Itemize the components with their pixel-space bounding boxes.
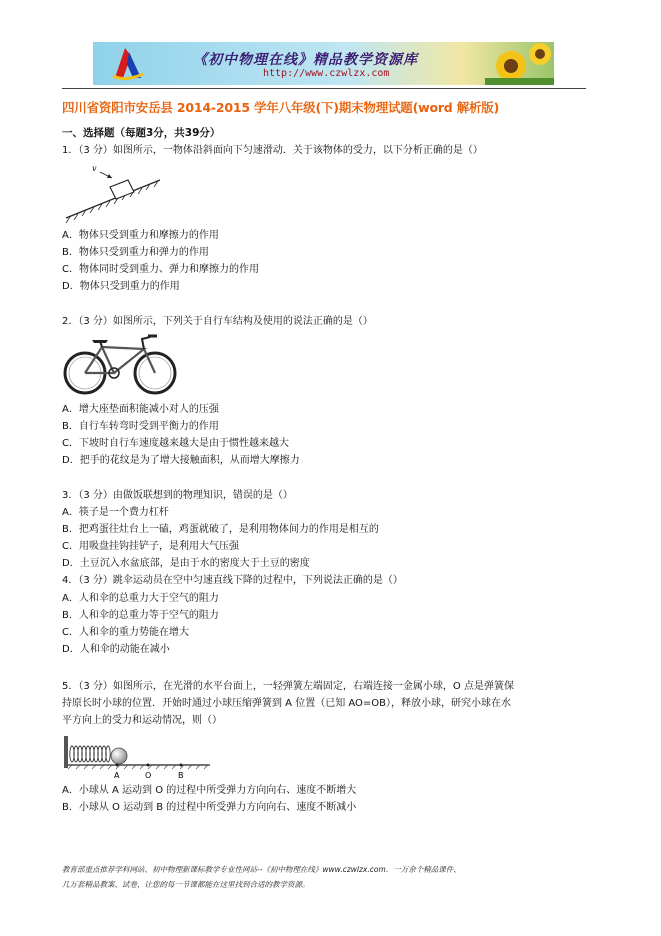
question-4-option-c[interactable]: C．人和伞的重力势能在增大	[62, 627, 189, 638]
document-title: 四川省资阳市安岳县 2014-2015 学年八年级(下)期末物理试题(word 解析版)	[62, 100, 500, 115]
question-1-stem: 1．（3 分）如图所示，一物体沿斜面向下匀速滑动．关于该物体的受力，以下分析正确的是（）	[62, 145, 483, 156]
question-5-option-b[interactable]: B．小球从 O 运动到 B 的过程中所受弹力方向向右、速度不断减小	[62, 802, 357, 813]
label-o: O	[145, 771, 152, 780]
question-2-option-c[interactable]: C．下坡时自行车速度越来越大是由于惯性越来越大	[62, 438, 289, 449]
header-banner	[93, 42, 554, 85]
footer-line-1: 教育部重点推荐学科网站、初中物理新课标教学专业性网站--《初中物理在线》www.czwlzx.com．一万余个精品课件、	[62, 865, 461, 874]
metal-ball	[111, 748, 127, 764]
question-2-option-d[interactable]: D．把手的花纹是为了增大接触面积，从而增大摩擦力	[62, 455, 300, 466]
question-4-stem: 4．（3 分）跳伞运动员在空中匀速直线下降的过程中，下列说法正确的是（）	[62, 575, 403, 586]
question-2-option-a[interactable]: A．增大座垫面积能减小对人的压强	[62, 404, 219, 415]
question-1-option-c[interactable]: C．物体同时受到重力、弹力和摩擦力的作用	[62, 264, 259, 275]
question-1-option-b[interactable]: B．物体只受到重力和弹力的作用	[62, 247, 209, 258]
saddle-icon	[92, 340, 108, 343]
banner-url[interactable]: http://www.czwlzx.com	[263, 68, 390, 79]
figure-bicycle	[62, 333, 180, 397]
label-b: B	[178, 771, 184, 780]
section-heading: 一、选择题（每题3分，共39分）	[62, 127, 221, 139]
velocity-arrow-icon	[100, 172, 112, 178]
banner-title: 《初中物理在线》精品教学资源库	[193, 52, 418, 68]
header-divider	[62, 88, 586, 89]
page-footer	[62, 862, 602, 892]
question-2-stem: 2．（3 分）如图所示，下列关于自行车结构及使用的说法正确的是（）	[62, 316, 373, 327]
question-3-stem: 3．（3 分）由做饭联想到的物理知识，错误的是（）	[62, 490, 293, 501]
question-3-option-d[interactable]: D．土豆沉入水盆底部，是由于水的密度大于土豆的密度	[62, 558, 310, 569]
label-a: A	[114, 771, 120, 780]
footer-line-2: 几万套精品教案、试卷，让您的每一节课都能在这里找到合适的教学资源。	[62, 880, 310, 889]
question-5-stem-line-1: 5．（3 分）如图所示，在光滑的水平台面上，一轻弹簧左端固定，右端连接一金属小球，O 点是弹簧保	[62, 681, 514, 692]
question-5-stem-line-2: 持原长时小球的位置．开始时通过小球压缩弹簧到 A 位置（已知 AO=OB），释放小球，研究小球在水	[62, 698, 512, 709]
wall	[64, 736, 68, 768]
question-4-option-d[interactable]: D．人和伞的动能在减小	[62, 644, 170, 655]
question-3-option-c[interactable]: C．用吸盘挂钩挂铲子，是利用大气压强	[62, 541, 239, 552]
question-3-option-a[interactable]: A．筷子是一个费力杠杆	[62, 507, 169, 518]
question-3-option-b[interactable]: B．把鸡蛋往灶台上一磕，鸡蛋就破了，是利用物体间力的作用是相互的	[62, 524, 379, 535]
question-4-option-a[interactable]: A．人和伞的总重力大于空气的阻力	[62, 593, 219, 604]
figure-incline	[64, 162, 164, 224]
figure-spring-ball	[64, 732, 214, 780]
spring	[70, 746, 110, 762]
question-2-option-b[interactable]: B．自行车转弯时受到平衡力的作用	[62, 421, 219, 432]
velocity-label: v	[92, 164, 97, 173]
question-5-stem-line-3: 平方向上的受力和运动情况，则（）	[62, 715, 222, 726]
question-5-option-a[interactable]: A．小球从 A 运动到 O 的过程中所受弹力方向向右、速度不断增大	[62, 785, 357, 796]
question-4-option-b[interactable]: B．人和伞的总重力等于空气的阻力	[62, 610, 219, 621]
question-1-option-a[interactable]: A．物体只受到重力和摩擦力的作用	[62, 230, 219, 241]
question-1-option-d[interactable]: D．物体只受到重力的作用	[62, 281, 180, 292]
